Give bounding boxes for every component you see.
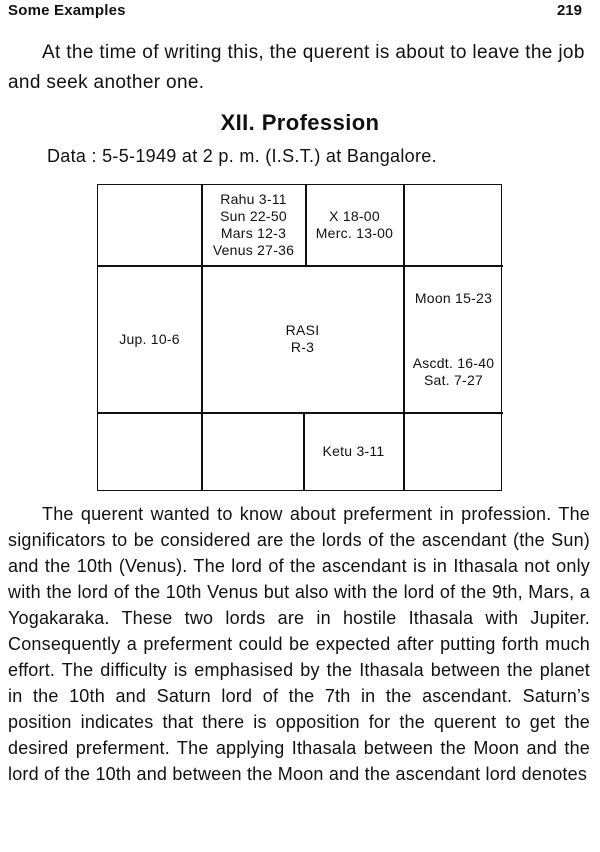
chart-cell-left-middle [98, 266, 201, 412]
chart-right-divider-lower [403, 412, 503, 414]
data-line: Data : 5-5-1949 at 2 p. m. (I.S.T.) at Bangalore. [47, 146, 437, 166]
chart-left-divider-lower [98, 412, 201, 414]
chart-entry: Venus 27-36 [212, 242, 295, 258]
chart-entry: Merc. 13-00 [315, 225, 394, 241]
chart-entry: Sat. 7-27 [423, 371, 484, 388]
chart-entry: Moon 15-23 [414, 289, 493, 306]
page-number: 219 [556, 2, 582, 19]
body-paragraph: The querent wanted to know about preferment in profession. The significators to be considered are the lords of the ascendant (the Sun) and the 10th (Venus). The lord of the ascendant is in Ithasala not only with the lord of the 10th Venus but also with the lord of the 9th, Mars, a Yogakaraka. These two lords are in hostile Ithasala with Jupiter. Consequently a preferment could be expected after putting forth much effort. The difficulty is emphasised by the Ithasala between the planet in the 10th and Saturn lord of the 7th in the ascendant. Saturn’s position indicates that there is opposition for the querent to get the desired preferment. The applying Ithasala between the Moon and the lord of the 10th and between the Moon and the ascendant lord denotes [8, 504, 590, 784]
chart-entry: X 18-00 [329, 208, 380, 224]
chart-entry: Ketu 3-11 [322, 443, 385, 459]
chart-cell-right-upper [404, 266, 503, 330]
chart-entry: Ascdt. 16-40 [412, 354, 495, 371]
chart-center-subtitle: R-3 [290, 339, 315, 355]
chart-cell-bottom-middle [304, 413, 403, 490]
chart-entry: Mars 12-3 [220, 225, 287, 241]
chart-cell-right-middle [404, 331, 503, 412]
intro-paragraph: At the time of writing this, the querent is about to leave the job and seek another one. [8, 42, 585, 93]
page-header [0, 0, 600, 22]
chart-cell-top-left-a [202, 185, 305, 265]
running-head: Some Examples [8, 2, 126, 19]
chart-entry: Rahu 3-11 [220, 191, 287, 207]
chart-center [202, 266, 403, 412]
chart-entry: Sun 22-50 [220, 208, 287, 224]
chart-entry: Jup. 10-6 [119, 330, 180, 347]
rasi-chart [97, 184, 502, 491]
chart-cell-top-left-b [306, 185, 403, 265]
chart-center-title: RASI [285, 322, 320, 338]
section-title: XII. Profession [220, 110, 380, 135]
